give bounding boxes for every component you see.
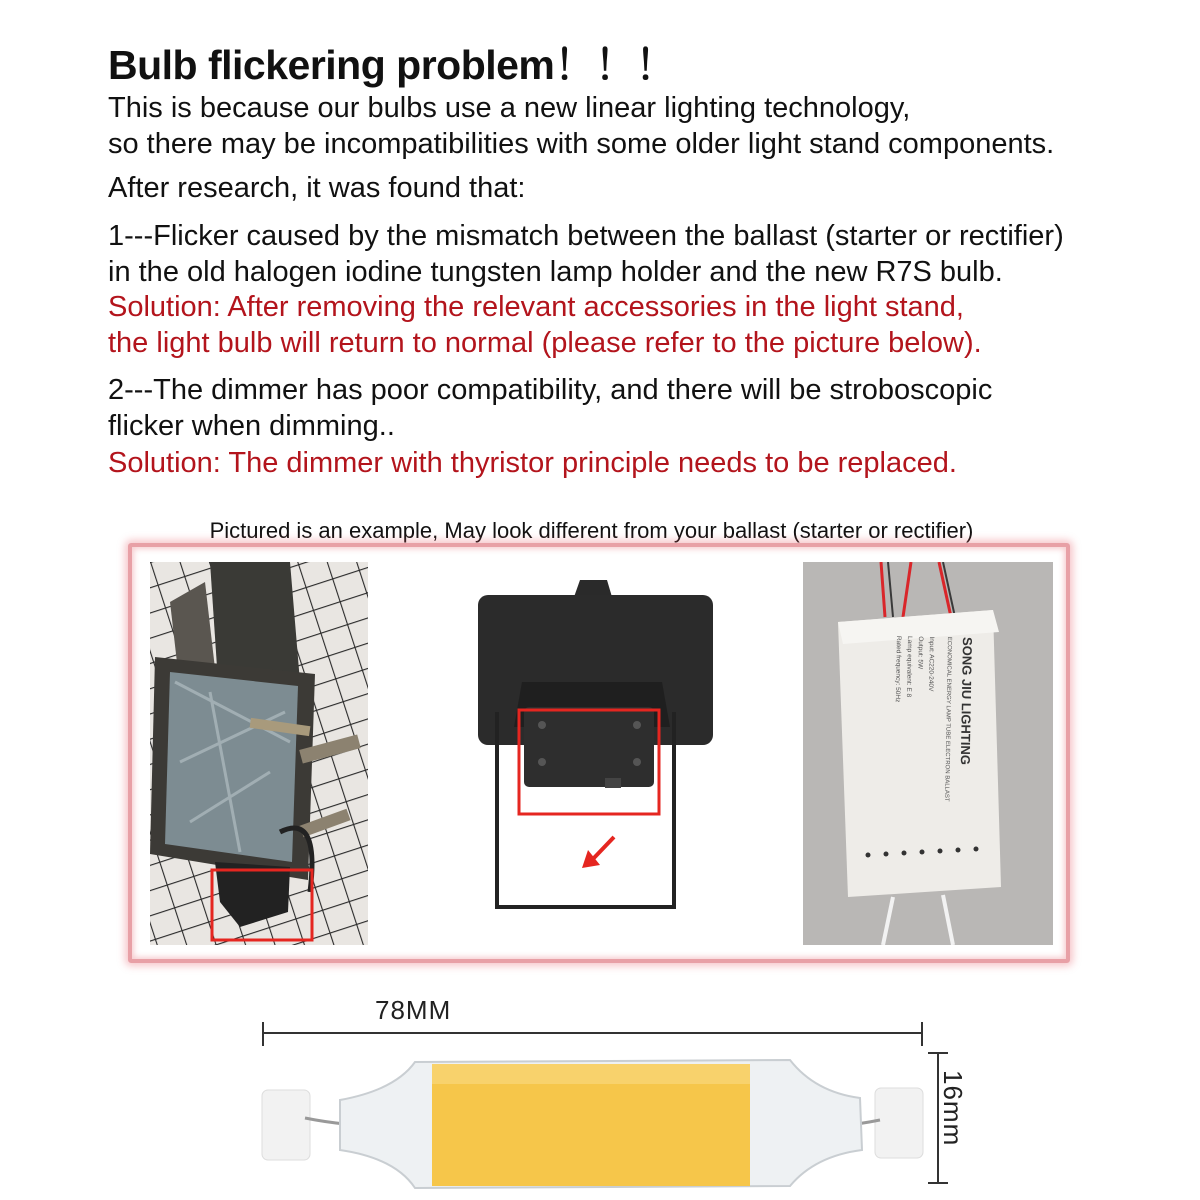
issue1-line-1: 1---Flicker caused by the mismatch between the ballast (starter or rectifier)	[108, 220, 1064, 252]
ballast-spec-1: Input: AC220-240V	[927, 636, 936, 692]
length-label: 78MM	[375, 995, 452, 1025]
fixture-photo-illustration	[150, 562, 368, 945]
intro-line-2: so there may be incompatibilities with some older light stand components.	[108, 128, 1055, 160]
ballast-spec-4: Rated frequency: 50Hz	[893, 635, 903, 703]
ballast-spec-3: Lamp equivalent: E 8	[904, 636, 914, 698]
issue2-line-1: 2---The dimmer has poor compatibility, and there will be stroboscopic	[108, 374, 993, 406]
issue1-solution-1: Solution: After removing the relevant accessories in the light stand,	[108, 291, 964, 323]
ballast-subtitle: ECONOMICAL ENERGY LAMP TUBE ELECTRON BALLAST	[943, 636, 953, 802]
r7s-bulb	[262, 1060, 923, 1188]
ballast-spec-2: Output: 5W	[916, 636, 925, 670]
issue2-solution: Solution: The dimmer with thyristor principle needs to be replaced.	[108, 447, 957, 479]
example-caption: Pictured is an example, May look different from your ballast (starter or rectifier)	[209, 518, 974, 543]
issue1-solution-2: the light bulb will return to normal (please refer to the picture below).	[108, 327, 982, 359]
issue1-line-2: in the old halogen iodine tungsten lamp holder and the new R7S bulb.	[108, 256, 1003, 288]
intro-line-3: After research, it was found that:	[108, 172, 526, 204]
fixture-photo	[150, 562, 368, 945]
ballast-brand: SONG JIU LIGHTING	[957, 636, 975, 766]
bulb-dimension-drawing	[0, 980, 1200, 1200]
ballast-photo-illustration	[803, 562, 1053, 945]
ballast-photo	[803, 562, 1053, 945]
floodlight-photo-illustration	[402, 562, 769, 945]
height-label: 16mm	[938, 1070, 968, 1147]
intro-line-1: This is because our bulbs use a new linear lighting technology,	[108, 92, 911, 124]
issue2-line-2: flicker when dimming..	[108, 410, 395, 442]
page-title: Bulb flickering problem！！！	[108, 42, 676, 88]
floodlight-photo	[402, 562, 769, 945]
